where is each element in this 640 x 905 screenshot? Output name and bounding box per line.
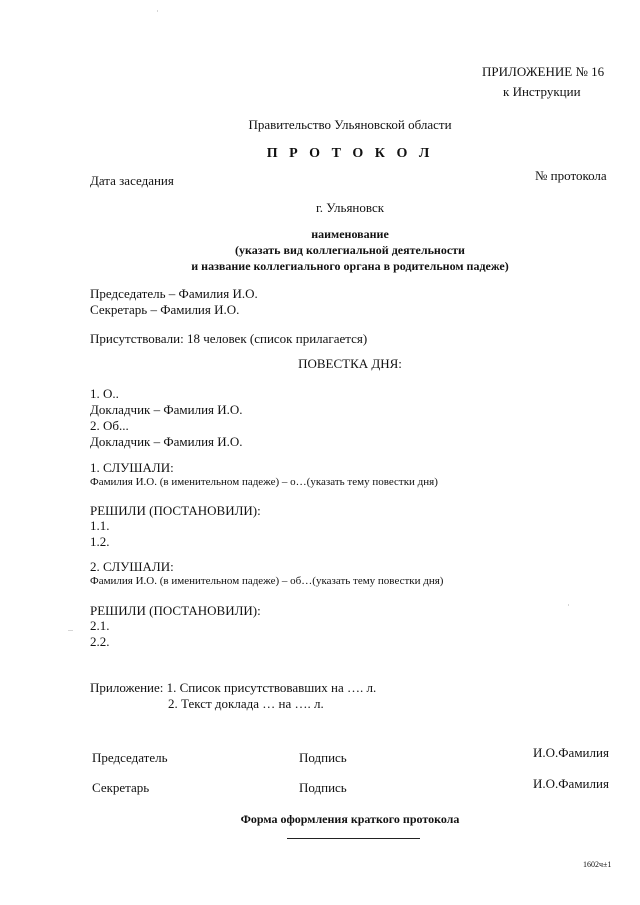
scan-mark <box>568 604 569 606</box>
naming-line-3: и название коллегиального органа в родительном падеже) <box>191 259 509 273</box>
naming-line-2: (указать вид коллегиальной деятельности <box>235 243 465 257</box>
decision-point: 2.2. <box>90 634 110 649</box>
agenda-item: Докладчик – Фамилия И.О. <box>90 402 243 417</box>
section2-points <box>90 618 110 650</box>
scan-mark <box>68 630 73 631</box>
signature-name: И.О.Фамилия <box>533 745 609 760</box>
decision-point: 1.2. <box>90 534 110 549</box>
secretary-line: Секретарь – Фамилия И.О. <box>90 302 240 317</box>
city: г. Ульяновск <box>315 200 385 215</box>
section1-speaker: Фамилия И.О. (в именительном падеже) – о…(указать тему повестки дня) <box>90 476 438 488</box>
appendix-reference: к Инструкции <box>503 84 581 99</box>
form-caption: Форма оформления краткого протокола <box>240 812 460 826</box>
protocol-number-label: № протокола <box>535 168 607 183</box>
organization-name: Правительство Ульяновской области <box>248 117 452 132</box>
section2-speaker: Фамилия И.О. (в именительном падеже) – об…(указать тему повестки дня) <box>90 575 444 587</box>
signature-placeholder: Подпись <box>299 750 347 765</box>
naming-line-1: наименование <box>311 227 389 241</box>
signature-role: Секретарь <box>92 780 150 795</box>
attended-line: Присутствовали: 18 человек (список прилагается) <box>90 331 368 346</box>
scan-mark <box>157 10 158 12</box>
footer-code: 1602ч±1 <box>583 860 612 869</box>
agenda-heading: ПОВЕСТКА ДНЯ: <box>298 356 402 371</box>
section1-decided: РЕШИЛИ (ПОСТАНОВИЛИ): <box>90 503 261 518</box>
signature-name: И.О.Фамилия <box>533 776 609 791</box>
agenda-item: Докладчик – Фамилия И.О. <box>90 434 243 449</box>
chairman-line: Председатель – Фамилия И.О. <box>90 286 258 301</box>
agenda-item: 2. Об... <box>90 418 129 433</box>
attachments-line-2: 2. Текст доклада … на …. л. <box>168 696 324 711</box>
decision-point: 2.1. <box>90 618 110 633</box>
attachments-line-1: Приложение: 1. Список присутствовавших на …. л. <box>90 680 377 695</box>
section1-heard: 1. СЛУШАЛИ: <box>90 460 174 475</box>
meeting-date-label: Дата заседания <box>90 173 174 188</box>
document-title: П Р О Т О К О Л <box>266 146 434 161</box>
section2-heard: 2. СЛУШАЛИ: <box>90 559 174 574</box>
section1-points <box>90 518 110 550</box>
naming-block <box>0 226 640 274</box>
agenda-list <box>90 386 243 450</box>
signature-placeholder: Подпись <box>299 780 347 795</box>
signature-role: Председатель <box>92 750 168 765</box>
caption-underline <box>287 838 420 839</box>
agenda-item: 1. О.. <box>90 386 119 401</box>
decision-point: 1.1. <box>90 518 110 533</box>
section2-decided: РЕШИЛИ (ПОСТАНОВИЛИ): <box>90 603 261 618</box>
appendix-number: ПРИЛОЖЕНИЕ № 16 <box>482 64 605 79</box>
